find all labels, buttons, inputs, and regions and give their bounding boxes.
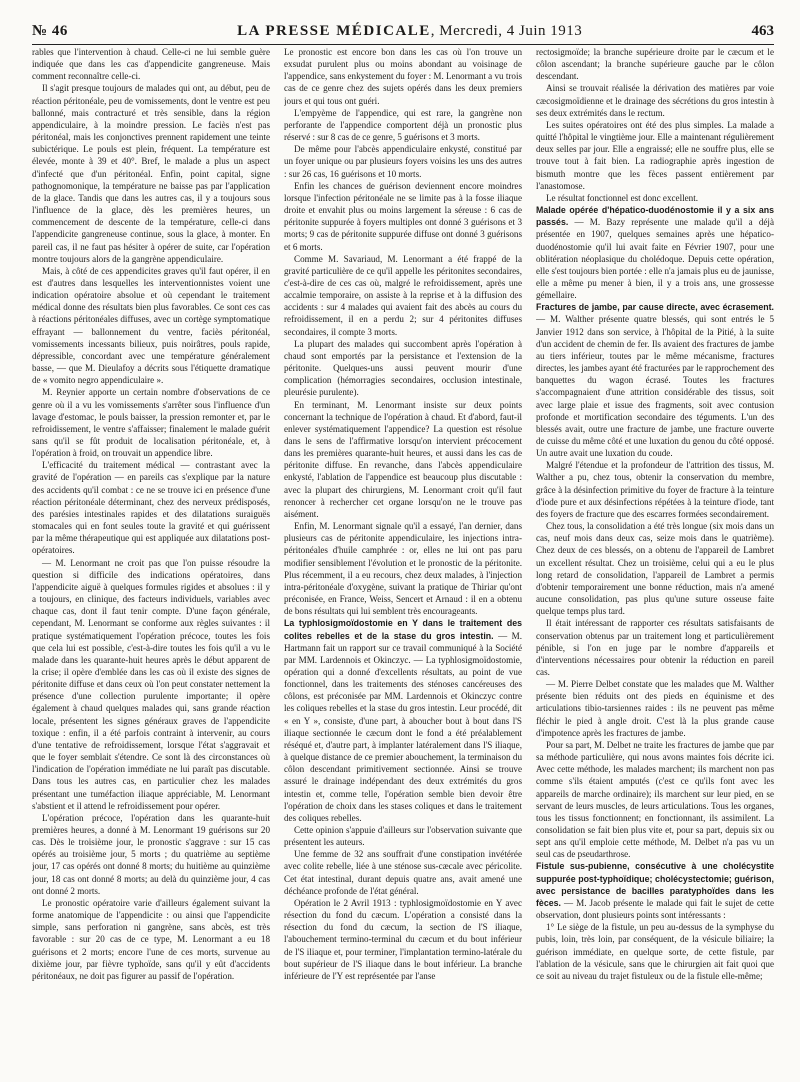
paragraph: Mais, à côté de ces appendicites graves qu'il faut opérer, il en est d'autres dans lesquelles les interventionnistes voient une indication opératoire absolue et où cependant le traitement médical donne des résultats bien plus favorables. Ce sont ces cas à réactions péritonéales diffuses, avec un cortège symptomatique effrayant — ballonnement du ventre, faciès péritonéal, vomissements incessants bilieux, puis noirâtres, pouls rapide, dépressible, concordant avec une température généralement basse, — que M. Dieulafoy a décrits sous l'étiquette dramatique de « vomito negro appendiculaire ». [32, 265, 270, 386]
paragraph: rables que l'intervention à chaud. Celle-ci ne lui semble guère indiquée que dans les cas d'appendicite gangreneuse. Mais comment reconnaître celle-ci. [32, 47, 270, 82]
text-column-left [32, 46, 270, 1078]
section-heading: Malade opérée d'hépatico-duodénostomie il y a six ans passés. [536, 205, 774, 228]
paragraph: Opération le 2 Avril 1913 : typhlosigmoïdostomie en Y avec résection du fond du cæcum. L'opération a consisté dans la résection du fond du cæcum, la section de l'S iliaque, l'abouchement termino-terminal du cæcum et du bout inférieur de l'S iliaque et, pour terminer, l'implantation termino-latérale du bout supérieur de l'S iliaque dans le bout inférieur. La branche inférieure de l'Y est représentée par l'anse [284, 897, 522, 981]
journal-name: LA PRESSE MÉDICALE [237, 23, 431, 39]
paragraph: Une femme de 32 ans souffrait d'une constipation invétérée avec colite rebelle, liée à une sténose sus-cæcale avec péricolite. Cet état intestinal, durant depuis quatre ans, avait amené une déchéance profonde de l'état général. [284, 849, 522, 896]
paragraph: Malade opérée d'hépatico-duodénostomie il y a six ans passés. — M. Bazy représente une malade qu'il a déjà présentée en 1907, quelques semaines après une hépatico-duodénostomie qu'il lui avait faite en Février 1907, pour une oblitération néoplasique du cholédoque. Depuis cette opération, elle s'est toujours bien portée : elle n'a jamais plus eu de jaunisse, elle a même pu mener à bien, il y a trois ans, une grossesse gémellaire. [536, 205, 774, 301]
article-columns [32, 46, 774, 1078]
paragraph: La plupart des malades qui succombent après l'opération à chaud sont emportés par la persistance et l'extension de la péritonite. Quelques-uns aussi peuvent mourir d'une complication (hémorragies secondaires, occlusion intestinale, pleurésie purulente). [284, 338, 522, 398]
paragraph: Fistule sus-pubienne, consécutive à une cholécystite suppurée post-typhoïdique; cholécystectomie; guérison, avec persistance de bacilles paratyphoïdes dans les fèces. — M. Jacob présente le malade qui fait le sujet de cette observation, dont plusieurs points sont intéressants : [536, 861, 774, 921]
issue-number: № 46 [32, 23, 68, 39]
paragraph: Il s'agit presque toujours de malades qui ont, au début, peu de réaction péritonéale, peu de vomissements, dont le ventre est peu ballonné, mais contracturé et très sensible, dans la région appendiculaire, à la moindre pression. Le faciès n'est pas péritonéal, mais les conjonctives prennent rapidement une teinte subictérique. Le pouls est plein, fréquent. La température est élevée, monte à 39 et 40°. Bref, le malade a plus un aspect d'infecté que d'un péritonéal. Enfin, point capital, signe pathognomonique, la température ne baisse pas par l'application de la glace. Tandis que dans les autres cas, il y a toujours sous l'influence de la glace, dès les premières heures, un commencement de descente de la température, celle-ci dans l'appendicite gangreneuse continue, sous la glace, à monter. En pareil cas, il ne faut pas hésiter à opérer de suite, car l'opération montre toujours alors de la gangrène appendiculaire. [32, 83, 270, 264]
paragraph: Enfin les chances de guérison deviennent encore moindres lorsque l'infection péritonéale ne se limite pas à la fosse iliaque droite et envahit plus ou moins largement la séreuse : 6 cas de péritonite suppurée à foyers multiples ont donné 3 guérisons et 3 morts; 9 cas de péritonite suppurée diffuse ont donné 3 guérisons et 6 morts. [284, 180, 522, 252]
paragraph: Chez tous, la consolidation a été très longue (six mois dans un cas, neuf mois dans deux cas, seize mois dans le quatrième). Chez deux de ces blessés, on a obtenu de l'appareil de Lambret un excellent résultat. Chez un troisième, celui qui a eu le plus long retard de consolidation, l'appareil de Lambret a permis d'obtenir temporairement une bonne réduction, mais n'a amené aucune consolidation, pas plus qu'une suture osseuse faite quelque temps plus tard. [536, 521, 774, 617]
paragraph: 1° Le siège de la fistule, un peu au-dessus de la symphyse du pubis, loin, très loin, par conséquent, de la vésicule biliaire; la guérison immédiate, en quelque sorte, de cette fistule, par l'ablation de la vésicule, sans que le chirurgien ait fait quoi que ce soit au niveau du trajet fistuleux ou de la fistule elle-même; [536, 922, 774, 981]
journal-title-line [237, 23, 582, 40]
section-heading: La typhlosigmoïdostomie en Y dans le traitement des colites rebelles et de la stase du gros intestin. [284, 618, 522, 641]
section-heading: Fistule sus-pubienne, consécutive à une cholécystite suppurée post-typhoïdique; cholécystectomie; guérison, avec persistance de bacilles paratyphoïdes dans les fèces. [536, 861, 774, 908]
page-header [32, 14, 774, 45]
text-column-right [536, 46, 774, 1078]
paragraph: Malgré l'étendue et la profondeur de l'attrition des tissus, M. Walther a pu, chez tous, obtenir la conservation du membre, grâce à la désinfection primitive du foyer de fracture à la teinture d'iode pure et aux désinfections répétées à la teinture d'iode, tant des foyers de fracture que des escarres formées secondairement. [536, 460, 774, 519]
paragraph: La typhlosigmoïdostomie en Y dans le traitement des colites rebelles et de la stase du gros intestin. — M. Hartmann fait un rapport sur ce travail communiqué à la Société par MM. Lardennois et Okinczyc. — La typhlosigmoïdostomie, opération qui a donné d'excellents résultats, au point de vue fonctionnel, dans les traitements des sténoses cancéreuses des côlons, est préconisée par MM. Lardennois et Okinczyc contre les coliques rebelles et la stase du gros intestin. Leur procédé, dit « en Y », consiste, d'une part, à aboucher bout à bout dans l'S iliaque sectionnée le cæcum dont le fond a été préalablement réséqué et, d'autre part, à implanter latéralement dans l'S iliaque, à quelque distance de ce premier abouchement, la terminaison du côlon descendant primitivement sectionnée. Ainsi se trouve assuré le drainage indépendant des deux extrémités du gros intestin et, comme telle, l'opération semble bien devoir être l'opération de choix dans les stases coliques et dans le traitement des coliques rebelles. [284, 618, 522, 823]
paragraph: rectosigmoïde; la branche supérieure droite par le cæcum et le côlon ascendant; la branche supérieure gauche par le côlon descendant. [536, 47, 774, 82]
paragraph: — M. Pierre Delbet constate que les malades que M. Walther présente bien réduits ont des pieds en équinisme et des articulations tibio-tarsiennes raides : ils ne peuvent pas même fléchir le pied à angle droit. C'est là la plus grande cause d'impotence après les fractures de jambe. [536, 679, 774, 738]
paragraph: Il était intéressant de rapporter ces résultats satisfaisants de conservation obtenus par un traitement long et particulièrement pénible, si l'on en juge par le nombre d'appareils et d'interventions nécessaires pour obtenir la réduction en pareil cas. [536, 618, 774, 677]
paragraph: Le pronostic est encore bon dans les cas où l'on trouve un exsudat purulent plus ou moins abondant au voisinage de l'appendice, sans enkystement du foyer : M. Lenormant a vu trois cas de ce genre chez des sujets opérés dans les deux premiers jours et qui tous ont guéri. [284, 47, 522, 106]
paragraph: Enfin, M. Lenormant signale qu'il a essayé, l'an dernier, dans plusieurs cas de péritonite appendiculaire, les injections intra-péritonéales d'huile camphrée : or, elles ne lui ont pas paru modifier sensiblement l'évolution et le pronostic de la péritonite. Plus récemment, il a eu recours, chez deux malades, à l'injection intra-péritonéale d'oxygène, suivant la pratique de Thiriar qu'ont préconisée, en France, Weiss, Sencert et Arnaud : il en a obtenu de bons résultats qui lui semblent très encourageants. [284, 521, 522, 617]
paragraph: L'opération précoce, l'opération dans les quarante-huit premières heures, a donné à M. Lenormant 19 guérisons sur 20 cas. Dès le troisième jour, le pronostic s'aggrave : sur 15 cas opérés au troisième jour, 5 morts ; du quatrième au septième jour, 17 cas opérés ont donné 8 morts; du huitième au quinzième jour, 18 cas ont donné 8 morts; au delà du quinzième jour, 4 cas ont donné 2 morts. [32, 812, 270, 896]
paragraph: Le pronostic opératoire varie d'ailleurs également suivant la forme anatomique de l'appendicite : ou ainsi que l'appendicite simple, sans perforation ni gangrène, sans abcès, est très favorable : sur 20 cas de ce type, M. Lenormant a eu 18 guérisons et 2 morts; encore l'une de ces morts, survenue au dixième jour, par fièvre typhoïde, sans qu'il y eût d'accidents péritonéaux, ne doit pas figurer au passif de l'opération. [32, 897, 270, 981]
paragraph: Les suites opératoires ont été des plus simples. La malade a quitté l'hôpital le vingtième jour. Elle a maintenant régulièrement deux selles par jour. Elle a engraissé; elle ne souffre plus, elle se trouve tout à fait bien. La radiographie après ingestion de bismuth montre que les fèces passent entièrement par l'anastomose. [536, 119, 774, 191]
section-heading: Fractures de jambe, par cause directe, avec écrasement. [536, 302, 774, 313]
paragraph: En terminant, M. Lenormant insiste sur deux points concernant la technique de l'opération à chaud. Et d'abord, faut-il enlever systématiquement l'appendice? La question est résolue dans le sens de l'affirmative lorsqu'on intervient précocement dans les premières quarante-huit heures, et aussi dans les cas de péritonite diffuse. En revanche, dans l'abcès appendiculaire enkysté, l'ablation de l'appendice est beaucoup plus discutable : avec la plupart des chirurgiens, M. Lenormant croit qu'il faut renoncer à rechercher cet organe lorsqu'on ne le trouve pas aisément. [284, 399, 522, 519]
paragraph: L'empyème de l'appendice, qui est rare, la gangrène non perforante de l'appendice comportent déjà un pronostic plus réservé : sur 8 cas de ce genre, 5 guérisons et 3 morts. [284, 107, 522, 143]
paragraph: Ainsi se trouvait réalisée la dérivation des matières par voie cæcosigmoïdienne et le drainage des sécrétions du gros intestin à ses deux extrémités dans le rectum. [536, 83, 774, 118]
paragraph: M. Reynier apporte un certain nombre d'observations de ce genre où il a vu les vomissements s'arrêter sous l'influence d'un lavage d'estomac, le pouls baisser, la pression remonter et, par le refroidissement, le ventre s'affaisser; finalement le malade guérit sans qu'il se fût produit de localisation péritonéale, et, à l'opération à froid, on trouvait un appendice libre. [32, 387, 270, 459]
paragraph: Comme M. Savariaud, M. Lenormant a été frappé de la gravité particulière de ce qu'il appelle les péritonites secondaires, c'est-à-dire de ces cas où, malgré le refroidissement, après une accalmie temporaire, on assiste à la reprise et à la diffusion des accidents : sur 4 malades qui avaient fait des abcès au cours du refroidissement, il en a perdu 2; sur 4 péritonites diffuses secondaires, il compte 3 morts. [284, 253, 522, 337]
paragraph: Le résultat fonctionnel est donc excellent. [546, 192, 699, 203]
paragraph: L'efficacité du traitement médical — contrastant avec la gravité de l'opération — en pareils cas s'explique par la nature des accidents qu'il combat : ce ne se trouve ici en présence d'une réaction péritonéale déterminant, chez des nerveux prédisposés, des parésies intestinales rapides et des dilatations suraiguës stomacales qui en font seules toute la gravité et qui guérissent par la même thérapeutique qui est appliquée aux dilatations post-opératoires. [32, 460, 270, 556]
paragraph: — M. Lenormant ne croit pas que l'on puisse résoudre la question si difficile des indications opératoires, dans l'appendicite aiguë à quelques formules rigides et absolues : il y a toujours, en clinique, des facteurs individuels, variables avec chaque cas, dont il faut tenir compte. D'une façon générale, cependant, M. Lenormant se conforme aux règles suivantes : il pratique systématiquement l'opération précoce, toutes les fois que cela lui est possible, c'est-à-dire toutes les fois qu'il a vu le malade dans les quarante-huit heures après le début apparent de la crise; il opère d'emblée dans les cas où il existe des signes de péritonite diffuse et dans ceux où l'on peut constater nettement la présence d'une collection purulente importante; il opère également à chaud quelques malades qui, sans grande réaction locale, présentent les signes généraux graves de l'appendicite toxique : enfin, il a été parfois contraint à intervenir, au cours d'une tentative de refroidissement, lorsque l'état s'aggravait et que le foyer semblait s'étendre. Ce sont là des circonstances où l'indication de l'opération immédiate ne lui paraît pas discutable. Dans tous les autres cas, en particulier chez les malades présentant une tuméfaction iliaque appréciable, M. Lenormant s'abstient et il attend le refroidissement pour opérer. [32, 557, 270, 811]
paragraph: De même pour l'abcès appendiculaire enkysté, constitué par un foyer unique ou par plusieurs foyers voisins les uns des autres : sur 26 cas, 16 guérisons et 10 morts. [284, 144, 522, 179]
paragraph: Pour sa part, M. Delbet ne traite les fractures de jambe que par sa méthode particulière, qui nous avons maintes fois décrite ici. Avec cette méthode, les malades marchent; ils marchent non pas comme s'ils étaient amputés (c'est ce qu'ils font avec les appareils de marche ordinaire); ils marchent sur leur pied, en se servant de leurs muscles, de leurs articulations. Tous les organes, tous les tissus fonctionnent; en fonctionnant, ils assimilent. La consolidation se fait bien plus vite et, pour sa part, depuis six ou sept ans qu'il emploie cette méthode, M. Delbet n'a pas vu un seul cas de pseudarthrose. [536, 739, 774, 860]
issue-date: , Mercredi, 4 Juin 1913 [430, 23, 583, 39]
paragraph: Fractures de jambe, par cause directe, avec écrasement. — M. Walther présente quatre blessés, qui sont entrés le 5 Janvier 1912 dans son service, à l'hôpital de la Pitié, à la suite d'un accident de chemin de fer. Ils avaient des fractures de jambe au tiers inférieur, toutes par le même mécanisme, fractures directes, les jambes ayant été fracturées par le rapprochement des banquettes du wagon écrasé. Toutes les fractures s'accompagnaient d'une attrition considérable des tissus, soit avec large plaie et issue des fragments, soit avec contusion profonde et mortification secondaire des téguments. L'un des blessés avait, outre une fracture de jambe, une fracture ouverte de cuisse du même côté et une luxation du genou du côté opposé. Un autre avait une luxation du coude. [536, 302, 774, 459]
paragraph: Cette opinion s'appuie d'ailleurs sur l'observation suivante que présentent les auteurs. [284, 825, 522, 848]
page-number: 463 [751, 23, 774, 39]
text-column-middle [284, 46, 522, 1078]
